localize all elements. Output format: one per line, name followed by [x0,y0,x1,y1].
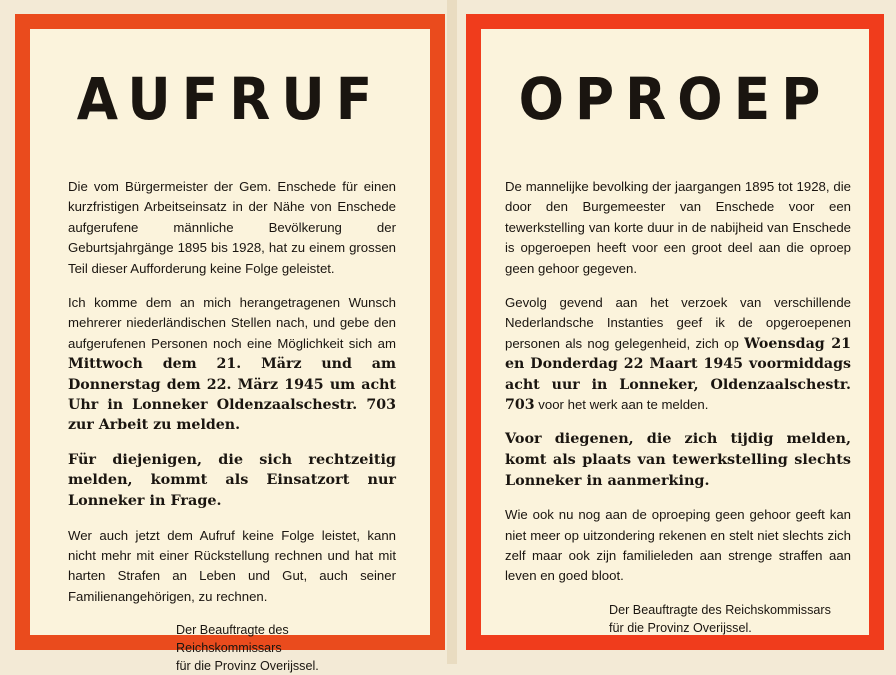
paragraph-4: Wer auch jetzt dem Aufruf keine Folge leistet, kann nicht mehr mit einer Rückstellung rechnen und hat mit harten Strafen an Leben und Gut, auch seiner Familienangehörigen, zu rechnen. [68,527,396,604]
paragraph-2-end: voor het werk aan te melden. [534,397,709,413]
poster-aufruf [15,14,445,674]
poster-title: OPROEP [518,65,832,133]
paragraph-2-intro: Gevolg gevend aan het verzoek van verschillende Nederlandsche Instanties geef ik de opgeroepenen personen als nog gelegenheid, zich op [505,295,851,351]
paragraph-2-emphasis: Woensdag 21 en Donderdag 22 Maart 1945 voormiddags acht uur in Lonneker, Oldenzaalschestr. 703 [505,335,851,414]
signature-line-2: für die Provinz Overijssel. [609,620,752,635]
paragraph-2-intro: Ich komme dem an mich herangetragenen Wunsch mehrerer niederländischen Stellen nach, und gebe den aufgerufenen Personen noch eine Möglichkeit sich am [68,295,396,351]
paragraph-1: Die vom Bürgermeister der Gem. Enschede für einen kurzfristigen Arbeitseinsatz in der Nähe von Enschede aufgerufene männliche Bevölkerung der Geburtsjahrgänge 1895 bis 1928, hat zu einem grossen Teil dieser Aufforderung keine Folge geleistet. [68,179,396,276]
signature-line-2: für die Provinz Overijssel. [176,659,319,674]
page-gutter [447,0,457,664]
poster-body [505,177,851,637]
signature-line-1: Der Beauftragte des Reichskommissars [176,623,289,656]
paragraph-3: Für diejenigen, die sich rechtzeitig melden, kommt als Einsatzort nur Lonneker in Frage. [68,450,396,510]
signature-line-1: Der Beauftragte des Reichskommissars [609,602,831,617]
poster-title: AUFRUF [76,65,384,133]
paragraph-2 [505,293,851,415]
paragraph-4: Wie ook nu nog aan de oproeping geen gehoor geeft kan niet meer op uitzondering rekenen en stelt niet slechts zich zelf maar ook zijn familieleden aan strenge straffen aan leven en goed bloot. [505,507,851,584]
paragraph-1: De mannelijke bevolking der jaargangen 1895 tot 1928, die door den Burgemeester van Enschede voor een tewerkstelling van korte duur in de nabijheid van Enschede is opgeroepen heeft voor een groot deel aan die oproep geen gehoor gegeven. [505,179,851,276]
paragraph-3: Voor diegenen, die zich tijdig melden, komt als plaats van tewerkstelling slechts Lonneker in aanmerking. [505,430,851,489]
paragraph-2 [68,293,396,436]
poster-oproep [466,14,884,650]
poster-body [68,177,396,675]
paragraph-2-emphasis: Mittwoch dem 21. März und am Donnerstag dem 22. März 1945 um acht Uhr in Lonneker Oldenzaalschestr. 703 zur Arbeit zu melden. [68,356,396,434]
